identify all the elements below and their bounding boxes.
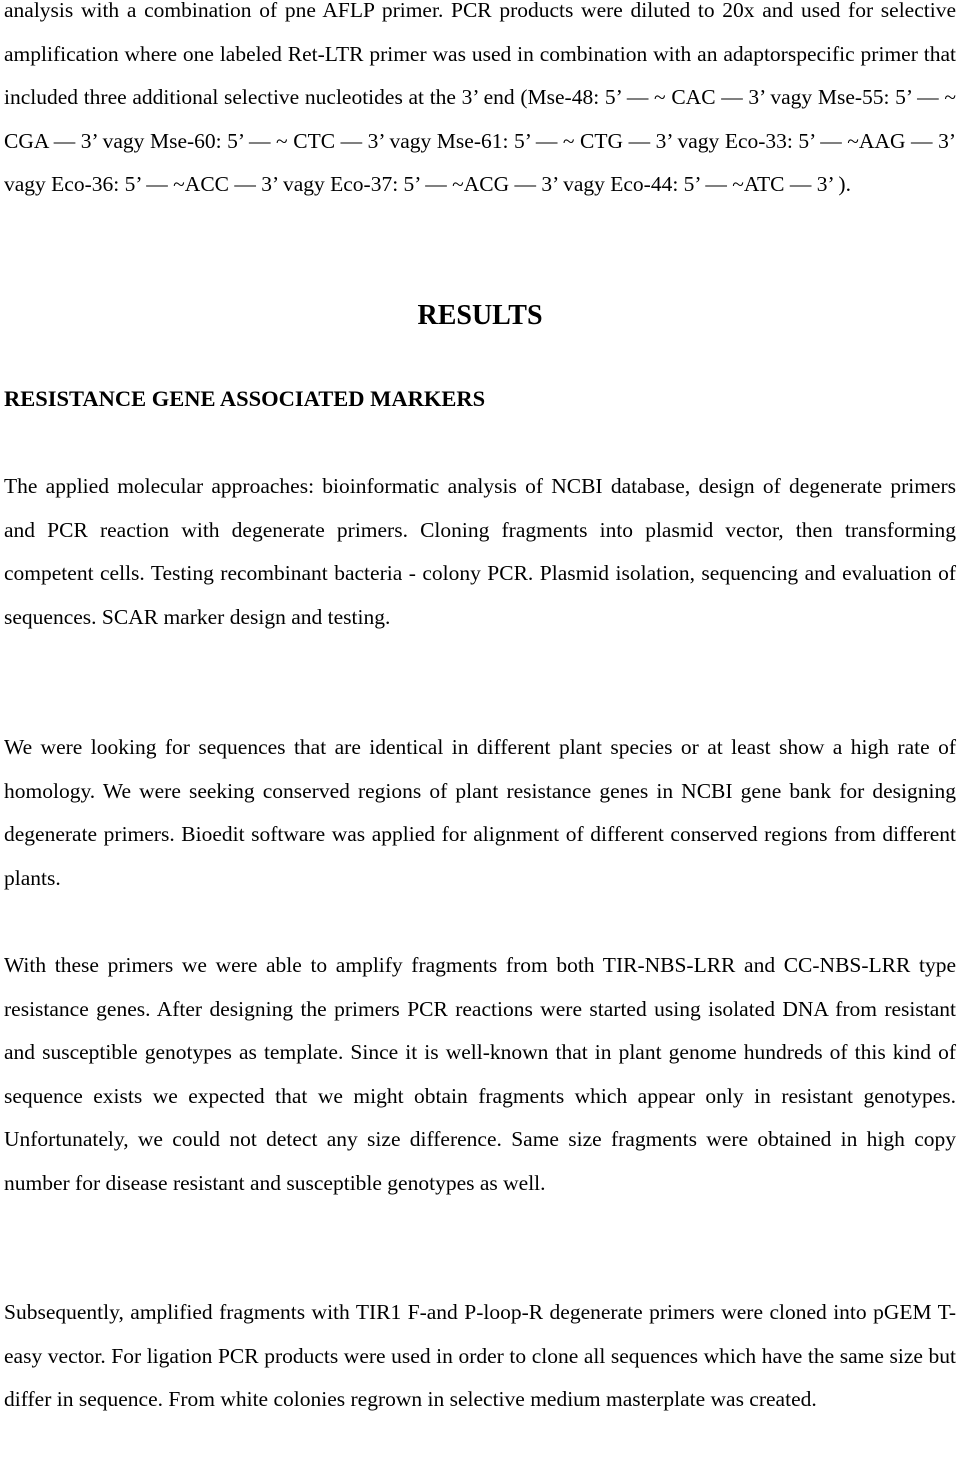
results-heading: RESULTS (417, 300, 543, 331)
intro-paragraph: analysis with a combination of pne AFLP primer. PCR products were diluted to 20x and used for selective amplification where one labeled Ret-LTR primer was used in combination with an adaptorspecific primer that included three additional selective nucleotides at the 3’ end (Mse-48: 5’ — ~ CAC — 3’ vagy Mse-55: 5’ — ~ CGA — 3’ vagy Mse-60: 5’ — ~ CTC — 3’ vagy Mse-61: 5’ — ~ CTG — 3’ vagy Eco-33: 5’ — ~AAG — 3’ vagy Eco-36: 5’ — ~ACC — 3’ vagy Eco-37: 5’ — ~ACG — 3’ vagy Eco-44: 5’ — ~ATC — 3’ ). (4, 0, 956, 197)
body-paragraph-4: Subsequently, amplified fragments with TIR1 F-and P-loop-R degenerate primers were cloned into pGEM T-easy vector. For ligation PCR products were used in order to clone all sequences which have the same size but differ in sequence. From white colonies regrown in selective medium masterplate was created. (4, 1300, 956, 1412)
body-paragraph-3: With these primers we were able to amplify fragments from both TIR-NBS-LRR and CC-NBS-LRR type resistance genes. After designing the primers PCR reactions were started using isolated DNA from resistant and susceptible genotypes as template. Since it is well-known that in plant genome hundreds of this kind of sequence exists we expected that we might obtain fragments which appear only in resistant genotypes. Unfortunately, we could not detect any size difference. Same size fragments were obtained in high copy number for disease resistant and susceptible genotypes as well. (4, 953, 956, 1195)
body-paragraph-2: We were looking for sequences that are identical in different plant species or at least show a high rate of homology. We were seeking conserved regions of plant resistance genes in NCBI gene bank for designing degenerate primers. Bioedit software was applied for alignment of different conserved regions from different plants. (4, 735, 956, 890)
body-paragraph-1: The applied molecular approaches: bioinformatic analysis of NCBI database, design of degenerate primers and PCR reaction with degenerate primers. Cloning fragments into plasmid vector, then transforming competent cells. Testing recombinant bacteria - colony PCR. Plasmid isolation, sequencing and evaluation of sequences. SCAR marker design and testing. (4, 474, 956, 629)
section-subheading: RESISTANCE GENE ASSOCIATED MARKERS (4, 386, 486, 411)
